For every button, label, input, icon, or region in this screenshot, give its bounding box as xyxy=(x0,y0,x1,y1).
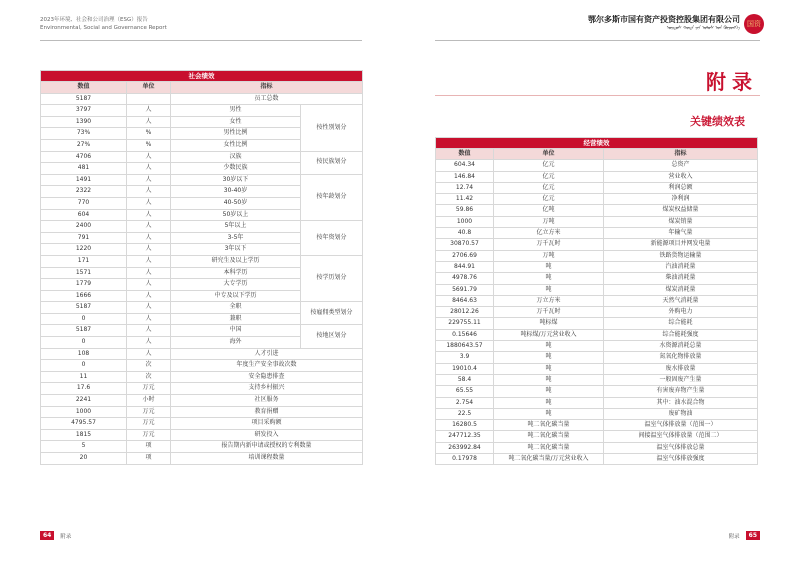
cell-indicator: 废水排放量 xyxy=(604,363,758,374)
cell-unit: 人 xyxy=(127,209,171,221)
cell-indicator: 报告期内新申请或授权的专利数量 xyxy=(171,441,363,453)
cell-unit: 人 xyxy=(127,302,171,314)
cell-value: 17.6 xyxy=(41,383,127,395)
cell-unit: % xyxy=(127,128,171,140)
table-row xyxy=(41,348,363,360)
social-performance-table xyxy=(40,70,363,465)
cell-group: 按性别划分 xyxy=(301,105,363,151)
header-divider-left xyxy=(40,40,362,41)
cell-indicator: 中国 xyxy=(171,325,301,337)
cell-value: 0.17978 xyxy=(436,454,494,465)
cell-indicator: 温室气体排放强度 xyxy=(604,454,758,465)
cell-indicator: 外购电力 xyxy=(604,307,758,318)
table-row xyxy=(41,93,363,105)
operating-performance-table xyxy=(435,137,758,465)
cell-unit xyxy=(127,93,171,105)
cell-unit: 次 xyxy=(127,371,171,383)
cell-value: 30870.57 xyxy=(436,239,494,250)
operating-header-row xyxy=(436,149,758,160)
cell-unit: 亿元 xyxy=(494,171,604,182)
table-row xyxy=(436,352,758,363)
cell-unit: 吨 xyxy=(494,408,604,419)
cell-indicator: 煤炭权益储量 xyxy=(604,205,758,216)
cell-unit: 万元 xyxy=(127,406,171,418)
cell-value: 5187 xyxy=(41,302,127,314)
cell-value: 12.74 xyxy=(436,182,494,193)
cell-unit: 万千瓦时 xyxy=(494,239,604,250)
cell-value: 1000 xyxy=(436,216,494,227)
cell-unit: 亿立方米 xyxy=(494,228,604,239)
cell-unit: 万吨 xyxy=(494,250,604,261)
table-row xyxy=(41,360,363,372)
report-header xyxy=(40,16,167,32)
social-section-title: 社会绩效 xyxy=(41,71,363,82)
cell-value: 59.86 xyxy=(436,205,494,216)
table-row xyxy=(436,307,758,318)
cell-indicator: 废矿物油 xyxy=(604,408,758,419)
cell-value: 1779 xyxy=(41,279,127,291)
table-row xyxy=(436,420,758,431)
cell-unit: 吨 xyxy=(494,374,604,385)
operating-section-title: 经营绩效 xyxy=(436,138,758,149)
table-row xyxy=(436,363,758,374)
cell-indicator: 综合能耗强度 xyxy=(604,329,758,340)
cell-group: 按地区划分 xyxy=(301,325,363,348)
cell-unit: 亿吨 xyxy=(494,205,604,216)
table-row xyxy=(41,441,363,453)
cell-value: 19010.4 xyxy=(436,363,494,374)
footer-left xyxy=(40,531,71,540)
cell-indicator: 铁路货物运输量 xyxy=(604,250,758,261)
table-row xyxy=(41,383,363,395)
cell-unit: 吨 xyxy=(494,341,604,352)
cell-value: 844.91 xyxy=(436,261,494,272)
cell-indicator: 柴油消耗量 xyxy=(604,273,758,284)
cell-indicator: 天然气消耗量 xyxy=(604,295,758,306)
cell-unit: 万吨 xyxy=(494,216,604,227)
table-row xyxy=(436,341,758,352)
cell-value: 22.5 xyxy=(436,408,494,419)
col-header-value: 数值 xyxy=(41,82,127,94)
cell-indicator: 温室气体排放量（范围一） xyxy=(604,420,758,431)
cell-unit: 亿元 xyxy=(494,160,604,171)
table-row xyxy=(436,171,758,182)
cell-indicator: 年输气量 xyxy=(604,228,758,239)
cell-value: 3.9 xyxy=(436,352,494,363)
cell-value: 2322 xyxy=(41,186,127,198)
cell-group: 按年龄划分 xyxy=(301,174,363,220)
cell-unit: 人 xyxy=(127,337,171,349)
table-row xyxy=(436,273,758,284)
cell-indicator: 利润总额 xyxy=(604,182,758,193)
cell-indicator: 人才引进 xyxy=(171,348,363,360)
page-label-left: 附录 xyxy=(60,533,72,540)
col-header-unit: 单位 xyxy=(494,149,604,160)
cell-value: 1571 xyxy=(41,267,127,279)
cell-unit: 人 xyxy=(127,151,171,163)
table-row xyxy=(436,228,758,239)
cell-value: 5187 xyxy=(41,93,127,105)
cell-indicator: 温室气体排放总量 xyxy=(604,442,758,453)
table-row xyxy=(41,151,363,163)
cell-value: 5187 xyxy=(41,325,127,337)
cell-unit: 人 xyxy=(127,313,171,325)
cell-indicator: 间接温室气体排放量（范围二） xyxy=(604,431,758,442)
cell-group: 按年资划分 xyxy=(301,221,363,256)
cell-value: 16280.5 xyxy=(436,420,494,431)
cell-value: 11.42 xyxy=(436,194,494,205)
company-logo-icon: 国资 xyxy=(744,14,764,34)
cell-value: 65.55 xyxy=(436,386,494,397)
cell-value: 229755.11 xyxy=(436,318,494,329)
cell-unit: 吨 xyxy=(494,284,604,295)
social-title-row xyxy=(41,71,363,82)
cell-indicator: 社区服务 xyxy=(171,395,363,407)
cell-value: 263992.84 xyxy=(436,442,494,453)
cell-value: 1000 xyxy=(41,406,127,418)
table-row xyxy=(41,453,363,465)
table-row xyxy=(436,284,758,295)
cell-unit: 万元 xyxy=(127,418,171,430)
cell-indicator: 全职 xyxy=(171,302,301,314)
cell-value: 28012.26 xyxy=(436,307,494,318)
cell-unit: 吨 xyxy=(494,363,604,374)
cell-unit: 人 xyxy=(127,105,171,117)
cell-value: 0 xyxy=(41,337,127,349)
cell-value: 0 xyxy=(41,313,127,325)
cell-value: 1491 xyxy=(41,174,127,186)
cell-unit: 万元 xyxy=(127,383,171,395)
cell-indicator: 研发投入 xyxy=(171,429,363,441)
cell-value: 11 xyxy=(41,371,127,383)
cell-unit: 小时 xyxy=(127,395,171,407)
cell-value: 2241 xyxy=(41,395,127,407)
cell-indicator: 培训课程数量 xyxy=(171,453,363,465)
key-performance-subtitle: 关键绩效表 xyxy=(690,115,745,128)
table-row xyxy=(436,216,758,227)
cell-value: 604.34 xyxy=(436,160,494,171)
cell-unit: 人 xyxy=(127,174,171,186)
appendix-underline xyxy=(435,95,760,96)
table-row xyxy=(436,295,758,306)
company-name-mongolian: ᠣᠷᠳᠣᠰ ᠬᠣᠲᠠ ᠶᠢᠨ ᠤᠯᠤᠰ ᠤᠨ ᠬᠥᠷᠥᠩᠭᠡ xyxy=(666,26,740,31)
cell-value: 4706 xyxy=(41,151,127,163)
table-row xyxy=(436,194,758,205)
cell-unit: % xyxy=(127,139,171,151)
cell-indicator: 其中：油水混合物 xyxy=(604,397,758,408)
cell-unit: 人 xyxy=(127,255,171,267)
table-row xyxy=(41,429,363,441)
cell-unit: 亿元 xyxy=(494,182,604,193)
cell-value: 73% xyxy=(41,128,127,140)
cell-indicator: 有害废弃物产生量 xyxy=(604,386,758,397)
cell-indicator: 兼职 xyxy=(171,313,301,325)
cell-value: 0.15646 xyxy=(436,329,494,340)
table-row xyxy=(41,174,363,186)
footer-right xyxy=(729,531,760,540)
cell-indicator: 员工总数 xyxy=(171,93,363,105)
cell-indicator: 40-50岁 xyxy=(171,197,301,209)
table-row xyxy=(41,371,363,383)
cell-indicator: 净利润 xyxy=(604,194,758,205)
cell-unit: 次 xyxy=(127,360,171,372)
table-row xyxy=(436,397,758,408)
cell-indicator: 研究生及以上学历 xyxy=(171,255,301,267)
table-row xyxy=(436,408,758,419)
cell-indicator: 男性 xyxy=(171,105,301,117)
cell-group: 按学历划分 xyxy=(301,255,363,301)
cell-value: 481 xyxy=(41,163,127,175)
cell-indicator: 一般固废产生量 xyxy=(604,374,758,385)
cell-indicator: 教育捐赠 xyxy=(171,406,363,418)
table-row xyxy=(436,318,758,329)
cell-indicator: 男性比例 xyxy=(171,128,301,140)
cell-unit: 吨 xyxy=(494,386,604,397)
cell-indicator: 30-40岁 xyxy=(171,186,301,198)
cell-unit: 吨二氧化碳当量 xyxy=(494,442,604,453)
cell-unit: 人 xyxy=(127,279,171,291)
report-title-cn: 2023年环境、社会和公司治理（ESG）报告 xyxy=(40,17,148,23)
cell-value: 247712.35 xyxy=(436,431,494,442)
cell-value: 1880643.57 xyxy=(436,341,494,352)
cell-unit: 人 xyxy=(127,348,171,360)
cell-unit: 吨二氧化碳当量 xyxy=(494,431,604,442)
cell-unit: 人 xyxy=(127,221,171,233)
cell-value: 770 xyxy=(41,197,127,209)
cell-indicator: 综合能耗 xyxy=(604,318,758,329)
page-label-right: 附录 xyxy=(728,533,740,540)
table-row xyxy=(436,160,758,171)
table-row xyxy=(436,431,758,442)
report-title-en: Environmental, Social and Governance Report xyxy=(40,25,167,31)
cell-unit: 人 xyxy=(127,232,171,244)
cell-value: 58.4 xyxy=(436,374,494,385)
cell-unit: 吨二氧化碳当量/万元营业收入 xyxy=(494,454,604,465)
cell-unit: 人 xyxy=(127,197,171,209)
cell-unit: 项 xyxy=(127,453,171,465)
cell-value: 2.754 xyxy=(436,397,494,408)
cell-unit: 吨标煤 xyxy=(494,318,604,329)
table-row xyxy=(41,325,363,337)
col-header-value: 数值 xyxy=(436,149,494,160)
company-header xyxy=(588,14,764,32)
cell-value: 4795.57 xyxy=(41,418,127,430)
cell-value: 4978.76 xyxy=(436,273,494,284)
table-row xyxy=(436,205,758,216)
header-divider-right xyxy=(435,40,760,41)
cell-indicator: 中专及以下学历 xyxy=(171,290,301,302)
table-row xyxy=(436,261,758,272)
cell-indicator: 少数民族 xyxy=(171,163,301,175)
appendix-title: 附录 xyxy=(706,70,758,94)
cell-unit: 人 xyxy=(127,244,171,256)
cell-unit: 亿元 xyxy=(494,194,604,205)
cell-unit: 吨二氧化碳当量 xyxy=(494,420,604,431)
cell-value: 3797 xyxy=(41,105,127,117)
operating-title-row xyxy=(436,138,758,149)
cell-unit: 吨 xyxy=(494,261,604,272)
table-row xyxy=(436,250,758,261)
social-header-row xyxy=(41,82,363,94)
cell-unit: 吨 xyxy=(494,397,604,408)
cell-indicator: 营业收入 xyxy=(604,171,758,182)
cell-unit: 项 xyxy=(127,441,171,453)
cell-indicator: 项目采购额 xyxy=(171,418,363,430)
cell-indicator: 女性 xyxy=(171,116,301,128)
cell-indicator: 汽油消耗量 xyxy=(604,261,758,272)
table-row xyxy=(436,442,758,453)
table-row xyxy=(41,395,363,407)
cell-value: 171 xyxy=(41,255,127,267)
table-row xyxy=(41,105,363,117)
cell-unit: 吨 xyxy=(494,352,604,363)
cell-value: 0 xyxy=(41,360,127,372)
cell-value: 604 xyxy=(41,209,127,221)
cell-value: 1390 xyxy=(41,116,127,128)
table-row xyxy=(436,374,758,385)
company-name: 鄂尔多斯市国有资产投资控股集团有限公司 xyxy=(588,15,740,24)
cell-indicator: 安全隐患排查 xyxy=(171,371,363,383)
table-row xyxy=(41,302,363,314)
table-row xyxy=(436,454,758,465)
cell-value: 1815 xyxy=(41,429,127,441)
cell-value: 791 xyxy=(41,232,127,244)
cell-indicator: 3年以下 xyxy=(171,244,301,256)
page-number-right: 65 xyxy=(746,531,760,540)
col-header-indicator: 指标 xyxy=(171,82,363,94)
cell-value: 5691.79 xyxy=(436,284,494,295)
table-row xyxy=(436,182,758,193)
cell-unit: 人 xyxy=(127,325,171,337)
cell-unit: 人 xyxy=(127,267,171,279)
cell-indicator: 女性比例 xyxy=(171,139,301,151)
cell-indicator: 煤炭消耗量 xyxy=(604,284,758,295)
table-row xyxy=(41,418,363,430)
table-row xyxy=(436,386,758,397)
cell-indicator: 50岁以上 xyxy=(171,209,301,221)
cell-indicator: 支持乡村振兴 xyxy=(171,383,363,395)
cell-unit: 万千瓦时 xyxy=(494,307,604,318)
page-number-left: 64 xyxy=(40,531,54,540)
cell-indicator: 5年以上 xyxy=(171,221,301,233)
cell-indicator: 汉族 xyxy=(171,151,301,163)
cell-indicator: 新能源项目并网发电量 xyxy=(604,239,758,250)
cell-indicator: 本科学历 xyxy=(171,267,301,279)
cell-indicator: 氮氧化物排放量 xyxy=(604,352,758,363)
cell-unit: 吨标煤/万元营业收入 xyxy=(494,329,604,340)
cell-group: 按民族划分 xyxy=(301,151,363,174)
cell-value: 27% xyxy=(41,139,127,151)
cell-unit: 万立方米 xyxy=(494,295,604,306)
cell-indicator: 水资源消耗总量 xyxy=(604,341,758,352)
cell-indicator: 大专学历 xyxy=(171,279,301,291)
cell-value: 1666 xyxy=(41,290,127,302)
table-row xyxy=(436,329,758,340)
cell-unit: 人 xyxy=(127,163,171,175)
table-row xyxy=(41,255,363,267)
cell-indicator: 年度生产安全事故次数 xyxy=(171,360,363,372)
table-row xyxy=(436,239,758,250)
cell-value: 8464.63 xyxy=(436,295,494,306)
col-header-indicator: 指标 xyxy=(604,149,758,160)
cell-value: 5 xyxy=(41,441,127,453)
cell-value: 2706.69 xyxy=(436,250,494,261)
cell-indicator: 30岁以下 xyxy=(171,174,301,186)
cell-unit: 人 xyxy=(127,116,171,128)
table-row xyxy=(41,221,363,233)
cell-unit: 人 xyxy=(127,186,171,198)
cell-unit: 万元 xyxy=(127,429,171,441)
table-row xyxy=(41,406,363,418)
cell-indicator: 总资产 xyxy=(604,160,758,171)
cell-indicator: 3-5年 xyxy=(171,232,301,244)
cell-unit: 人 xyxy=(127,290,171,302)
col-header-unit: 单位 xyxy=(127,82,171,94)
cell-value: 1220 xyxy=(41,244,127,256)
cell-indicator: 煤炭销量 xyxy=(604,216,758,227)
cell-unit: 吨 xyxy=(494,273,604,284)
cell-value: 2400 xyxy=(41,221,127,233)
cell-group: 按雇佣类型划分 xyxy=(301,302,363,325)
cell-value: 146.84 xyxy=(436,171,494,182)
cell-indicator: 海外 xyxy=(171,337,301,349)
cell-value: 40.8 xyxy=(436,228,494,239)
cell-value: 20 xyxy=(41,453,127,465)
cell-value: 108 xyxy=(41,348,127,360)
